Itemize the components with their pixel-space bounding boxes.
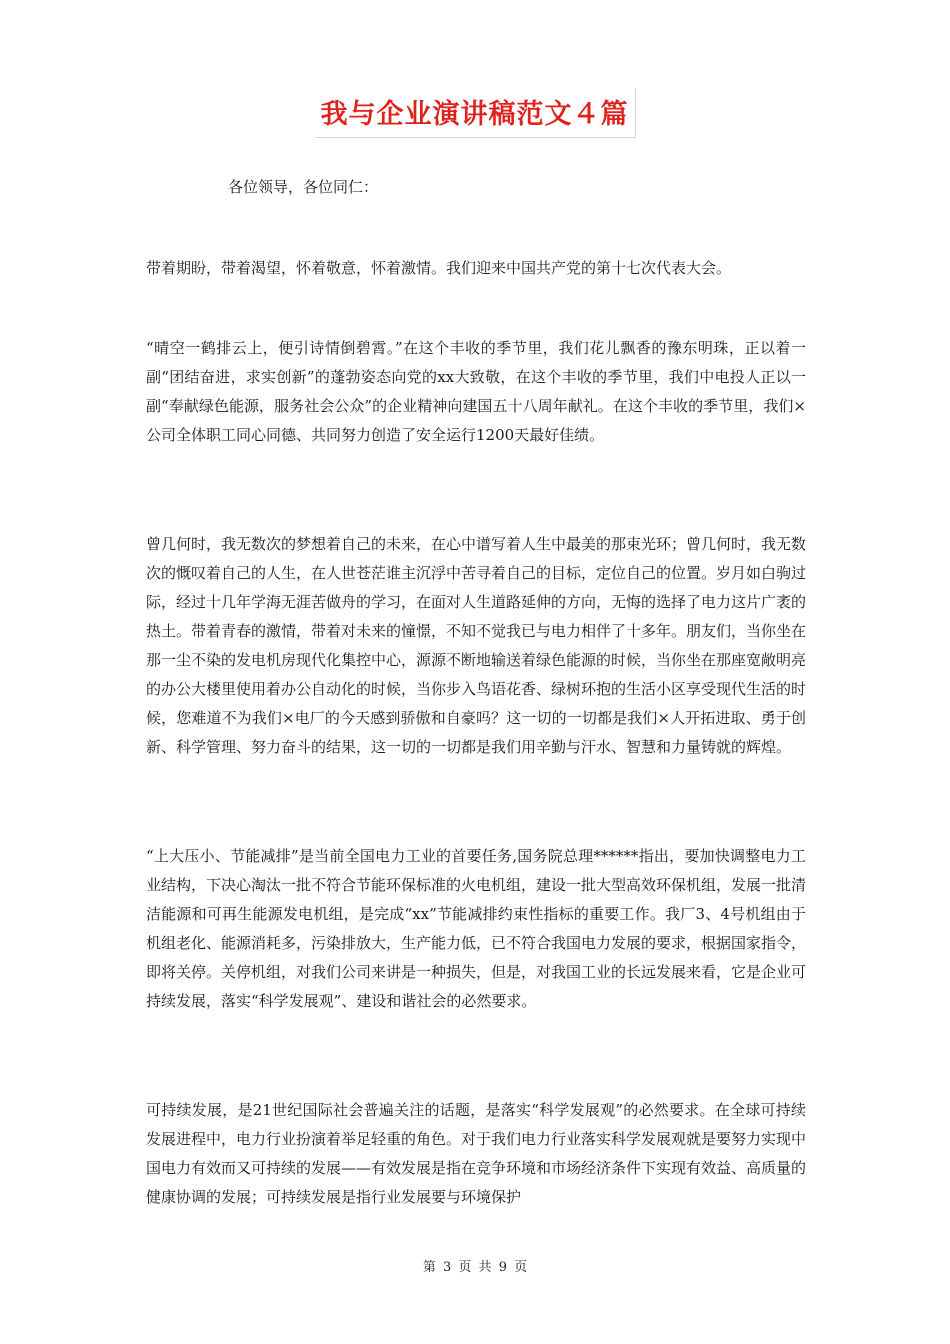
document-title: 我与企业演讲稿范文４篇 (315, 88, 636, 138)
paragraph: 可持续发展，是21世纪国际社会普遍关注的话题，是落实“科学发展观”的必然要求。在全球可持续发展进程中，电力行业扮演着举足轻重的角色。对于我们电力行业落实科学发展观就是要努力实现中国电力有效而又可持续的发展——有效发展是指在竞争环境和市场经济条件下实现有效益、高质量的健康协调的发展；可持续发展是指行业发展要与环境保护 (146, 1101, 807, 1206)
page-footer: 第 3 页 共 9 页 (422, 1260, 528, 1275)
paragraph: 带着期盼，带着渴望，怀着敬意，怀着激情。我们迎来中国共产党的第十七次代表大会。 (146, 259, 732, 277)
paragraph: “上大压小、节能减排”是当前全国电力工业的首要任务,国务院总理******指出，要加快调整电力工业结构，下决心淘汰一批不符合节能环保标准的火电机组，建设一批大型高效环保机组，发展一批清洁能源和可再生能源发电机组，是完成“xx”节能减排约束性指标的重要工作。我厂3、4号机组由于机组老化、能源消耗多，污染排放大，生产能力低，已不符合我国电力发展的要求，根据国家指令，即将关停。关停机组，对我们公司来讲是一种损失，但是，对我国工业的长远发展来看，它是企业可持续发展，落实“科学发展观”、建设和谐社会的必然要求。 (146, 847, 807, 1010)
paragraph: “晴空一鹤排云上，便引诗情倒碧霄。”在这个丰收的季节里，我们花儿飘香的豫东明珠，正以着一副“团结奋进，求实创新”的蓬勃姿态向党的xx大致敬，在这个丰收的季节里，我们中电投人正以一副“奉献绿色能源，服务社会公众”的企业精神向建国五十八周年献礼。在这个丰收的季节里，我们×公司全体职工同心同德、共同努力创造了安全运行1200天最好佳绩。 (146, 339, 806, 444)
salutation: 各位领导，各位同仁： (228, 178, 379, 196)
document-title-wrapper (0, 88, 950, 138)
paragraph: 曾几何时，我无数次的梦想着自己的未来，在心中谱写着人生中最美的那束光环；曾几何时，我无数次的慨叹着自己的人生，在人世苍茫谁主沉浮中苦寻着自己的目标，定位自己的位置。岁月如白驹过际，经过十几年学海无涯苦做舟的学习，在面对人生道路延伸的方向，无悔的选择了电力这片广袤的热土。带着青春的激情，带着对未来的憧憬，不知不觉我已与电力相伴了十多年。朋友们，当你坐在那一尘不染的发电机房现代化集控中心，源源不断地输送着绿色能源的时候，当你坐在那座宽敞明亮的办公大楼里使用着办公自动化的时候，当你步入鸟语花香、绿树环抱的生活小区享受现代生活的时候，您难道不为我们×电厂的今天感到骄傲和自豪吗？这一切的一切都是我们×人开拓进取、勇于创新、科学管理、努力奋斗的结果，这一切的一切都是我们用辛勤与汗水、智慧和力量铸就的辉煌。 (146, 535, 807, 756)
